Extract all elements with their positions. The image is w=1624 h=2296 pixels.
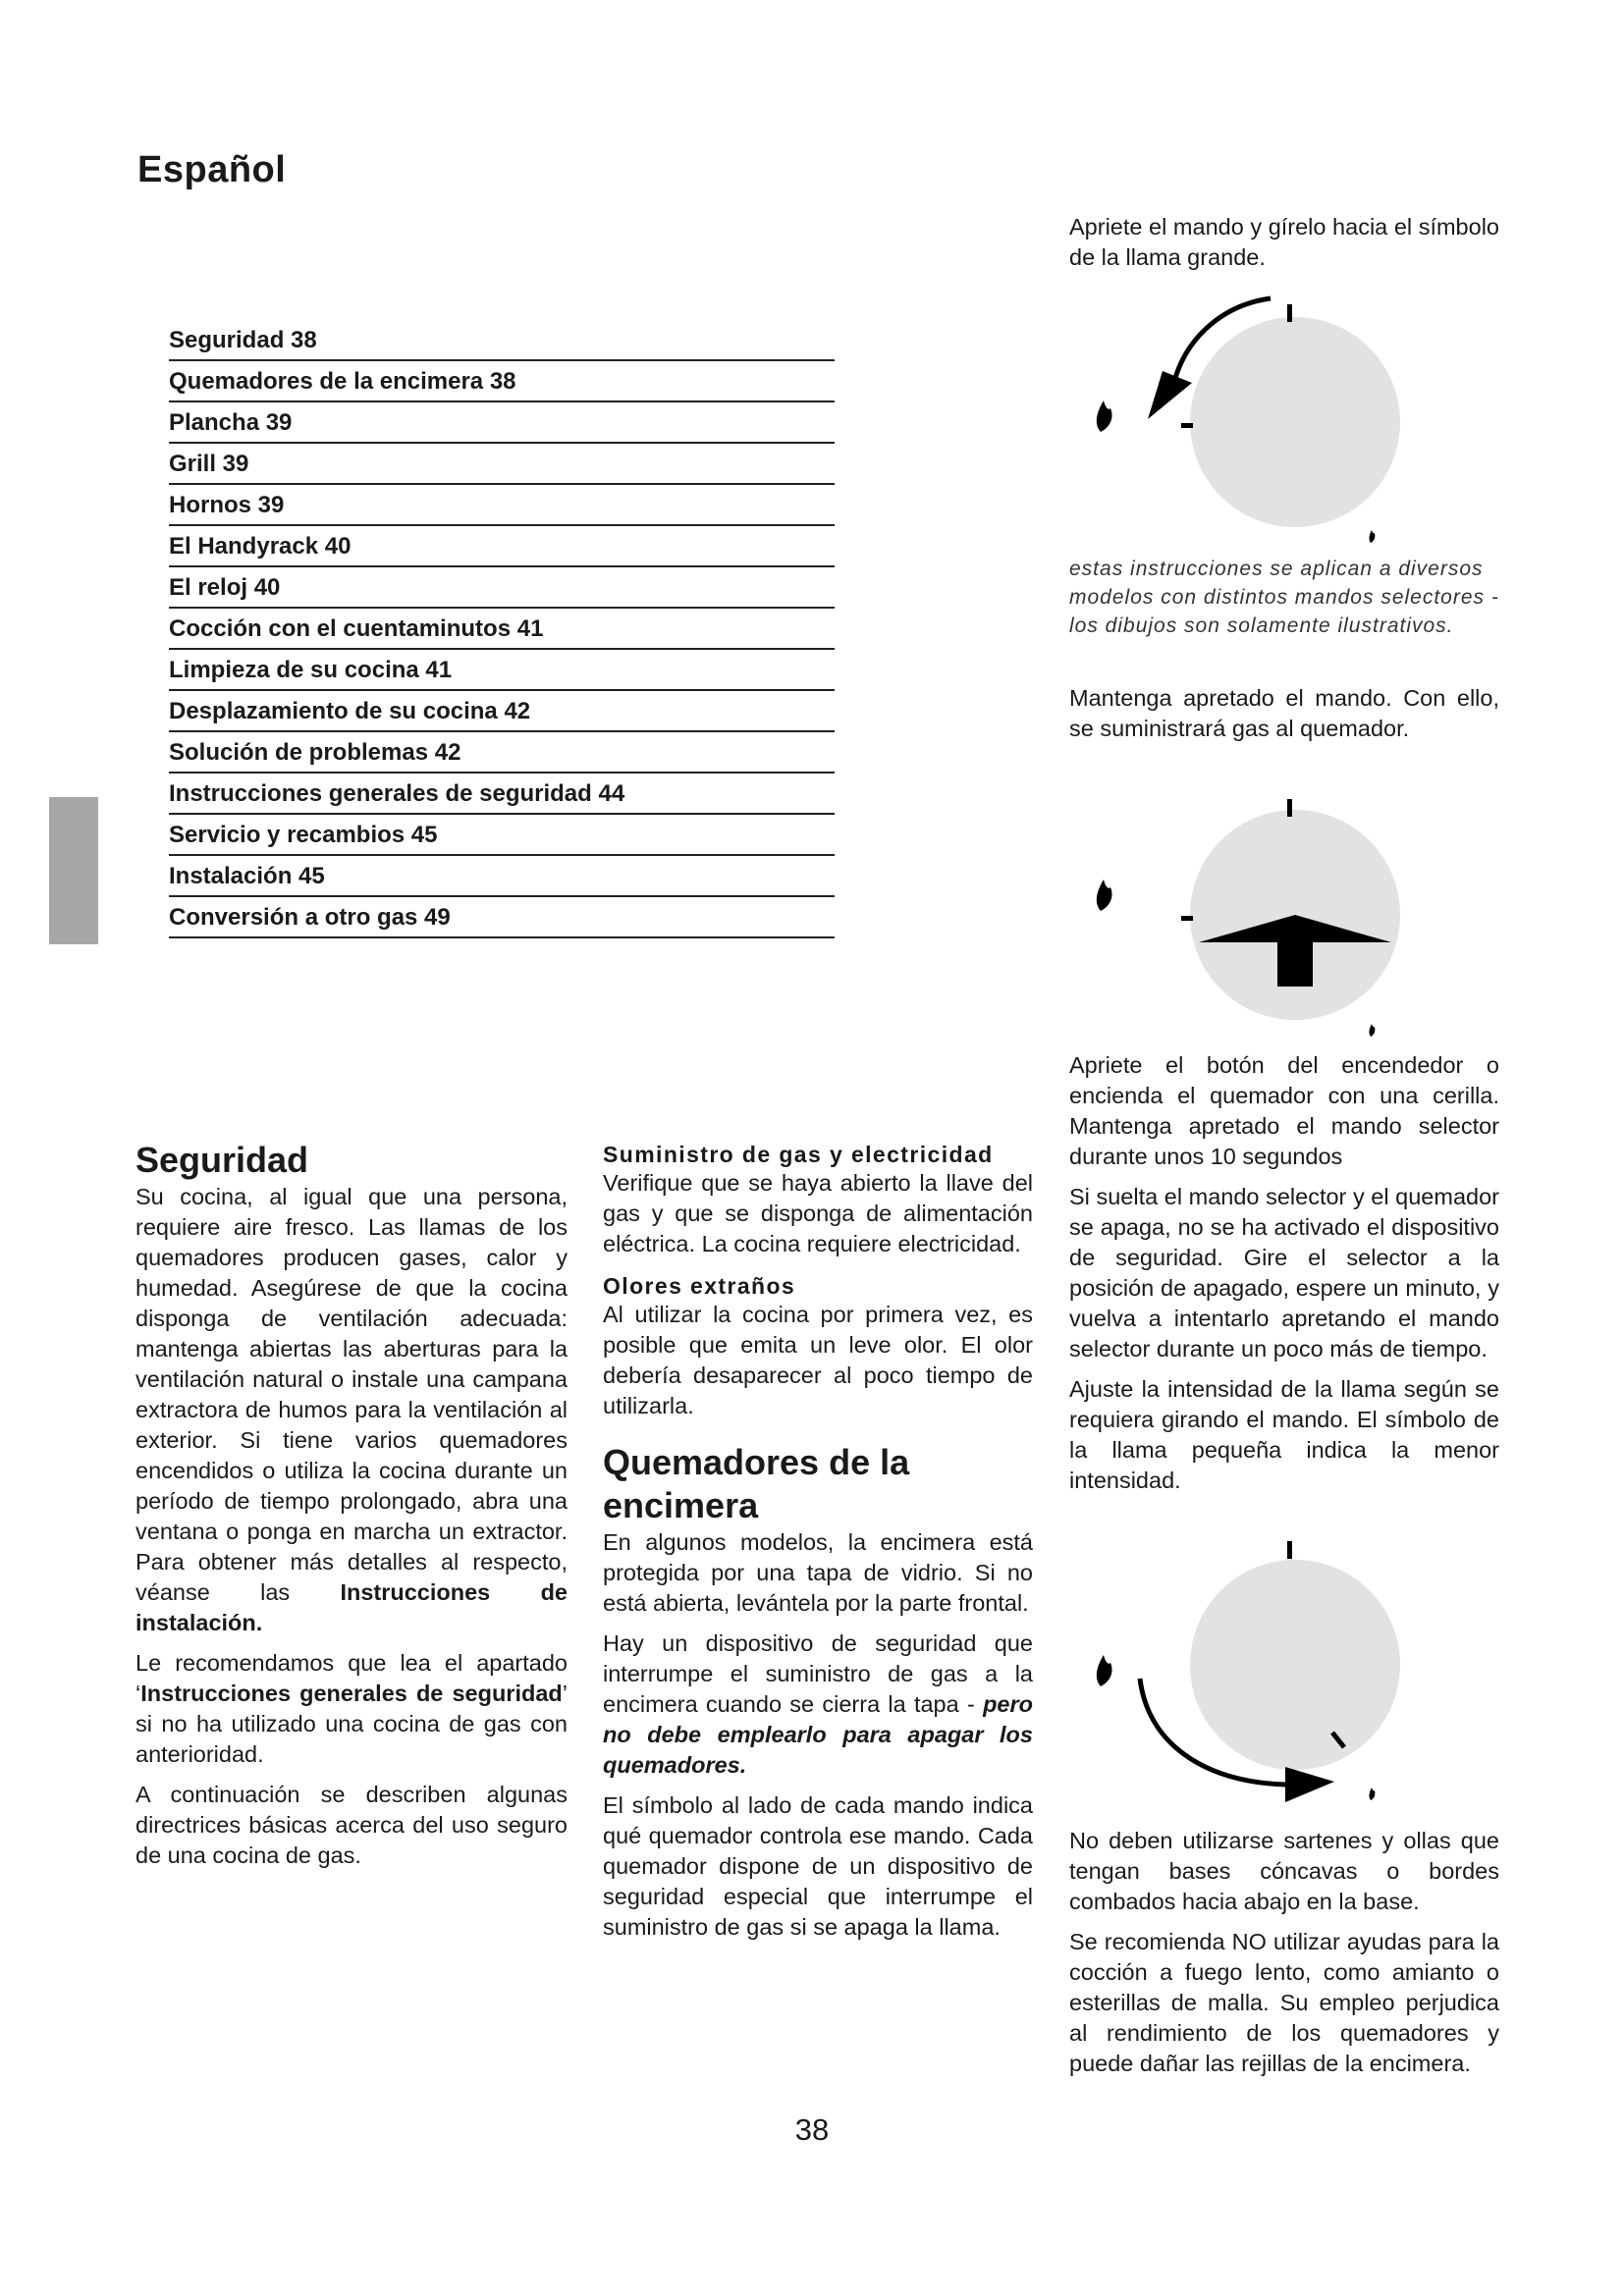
column-burners [603,1142,1033,1952]
knob-top-mark [1287,1541,1292,1559]
arrow-head-icon [1148,371,1192,419]
column-safety [135,1139,568,1881]
arrow-head-icon [1285,1767,1334,1802]
knob-diagram-adjust [1069,1541,1501,1826]
column-instructions [1069,1050,1499,1506]
toc-item[interactable]: Instalación 45 [169,858,835,897]
toc-item[interactable]: Servicio y recambios 45 [169,817,835,856]
subheading-supply: Suministro de gas y electricidad [603,1142,994,1167]
paragraph: Apriete el botón del encendedor o encienda el quemador con una cerilla. Mantenga apretado el mando selector durante unos 10 segundos [1069,1052,1499,1169]
illustration-note: estas instrucciones se aplican a diversos modelos con distintos mandos selectores - los dibujos son solamente ilustrativos. [1069,558,1499,637]
toc-item[interactable]: Conversión a otro gas 49 [169,899,835,938]
knob-diagram-turn [1069,285,1501,550]
paragraph: Ajuste la intensidad de la llama según se requiera girando el mando. El símbolo de la llama pequeña indica la menor intensidad. [1069,1376,1499,1493]
knob-top-mark [1287,304,1292,322]
toc-item[interactable]: Seguridad 38 [169,322,835,361]
small-flame-icon [1369,530,1375,543]
knob-icon [1190,1560,1400,1770]
toc-item[interactable]: Quemadores de la encimera 38 [169,363,835,402]
toc-item[interactable]: Limpieza de su cocina 41 [169,652,835,691]
toc-item[interactable]: Hornos 39 [169,487,835,526]
paragraph: En algunos modelos, la encimera está protegida por una tapa de vidrio. Si no está abierta, levántela por la parte frontal. [603,1529,1033,1616]
page-number: 38 [794,2112,830,2147]
toc-item[interactable]: El reloj 40 [169,569,835,609]
toc-item[interactable]: Instrucciones generales de seguridad 44 [169,775,835,815]
section-heading-seguridad: Seguridad [135,1140,309,1180]
paragraph: Su cocina, al igual que una persona, requiere aire fresco. Las llamas de los quemadores producen gases, calor y humedad. Asegúrese de que la cocina disponga de ventilación adecuada: mantenga abiertas las aberturas para la ventilación natural o instale una campana extractora de humos para la ventilación al exterior. Si tiene varios quemadores encendidos o utiliza la cocina durante un período de tiempo prolongado, abra una ventana o ponga en marcha un extractor. Para obtener más detalles al respecto, véanse las Instrucciones de instalación. [135,1184,568,1635]
press-arrow-stem [1277,941,1313,987]
table-of-contents [169,322,835,940]
paragraph: Se recomienda NO utilizar ayudas para la cocción a fuego lento, como amianto o esterillas de malla. Su empleo perjudica al rendimiento de los quemadores y puede dañar las rejillas de la encimera. [1069,1929,1499,2076]
paragraph: Si suelta el mando selector y el quemador se apaga, no se ha activado el dispositivo de seguridad. Gire el selector a la posición de apagado, espere un minuto, y vuelva a intentarlo apretando el mando selector durante un poco más de tiempo. [1069,1184,1499,1362]
paragraph: A continuación se describen algunas directrices básicas acerca del uso seguro de una cocina de gas. [135,1782,568,1868]
toc-item[interactable]: El Handyrack 40 [169,528,835,567]
small-flame-icon [1369,1788,1375,1800]
paragraph: Hay un dispositivo de seguridad que interrumpe el suministro de gas a la encimera cuando se cierra la tapa - pero no debe emplearlo para apagar los quemadores. [603,1630,1033,1778]
toc-item[interactable]: Plancha 39 [169,404,835,444]
knob-icon [1190,317,1400,527]
paragraph: Verifique que se haya abierto la llave del gas y que se disponga de alimentación eléctrica. La cocina requiere electricidad. [603,1170,1033,1256]
column-pans [1069,1826,1499,2089]
paragraph: No deben utilizarse sartenes y ollas que tengan bases cóncavas o bordes combados hacia abajo en la base. [1069,1828,1499,1914]
toc-item[interactable]: Solución de problemas 42 [169,734,835,774]
paragraph-hold: Mantenga apretado el mando. Con ello, se suministrará gas al quemador. [1069,685,1499,741]
paragraph: Le recomendamos que lea el apartado ‘Instrucciones generales de seguridad’ si no ha utilizado una cocina de gas con anterioridad. [135,1650,568,1767]
paragraph-push-turn: Apriete el mando y gírelo hacia el símbolo de la llama grande. [1069,214,1499,270]
paragraph: El símbolo al lado de cada mando indica qué quemador controla ese mando. Cada quemador dispone de un dispositivo de seguridad especial que interrumpe el suministro de gas si se apaga la llama. [603,1792,1033,1940]
toc-item[interactable]: Grill 39 [169,446,835,485]
small-flame-icon [1369,1024,1375,1037]
large-flame-icon [1097,880,1112,911]
section-heading-quemadores: Quemadores de la encimera [603,1442,910,1525]
paragraph: Al utilizar la cocina por primera vez, es posible que emita un leve olor. El olor debería desaparecer al poco tiempo de utilizarla. [603,1302,1033,1418]
side-tab-marker [49,797,98,944]
knob-side-mark [1181,916,1193,921]
knob-top-mark [1287,799,1292,817]
large-flame-icon [1097,1655,1112,1686]
knob-side-mark [1181,423,1193,428]
large-flame-icon [1097,400,1112,432]
knob-diagram-press [1069,785,1501,1050]
toc-item[interactable]: Desplazamiento de su cocina 42 [169,693,835,732]
subheading-odor: Olores extraños [603,1273,796,1299]
toc-item[interactable]: Cocción con el cuentaminutos 41 [169,611,835,650]
language-heading: Español [137,149,287,190]
